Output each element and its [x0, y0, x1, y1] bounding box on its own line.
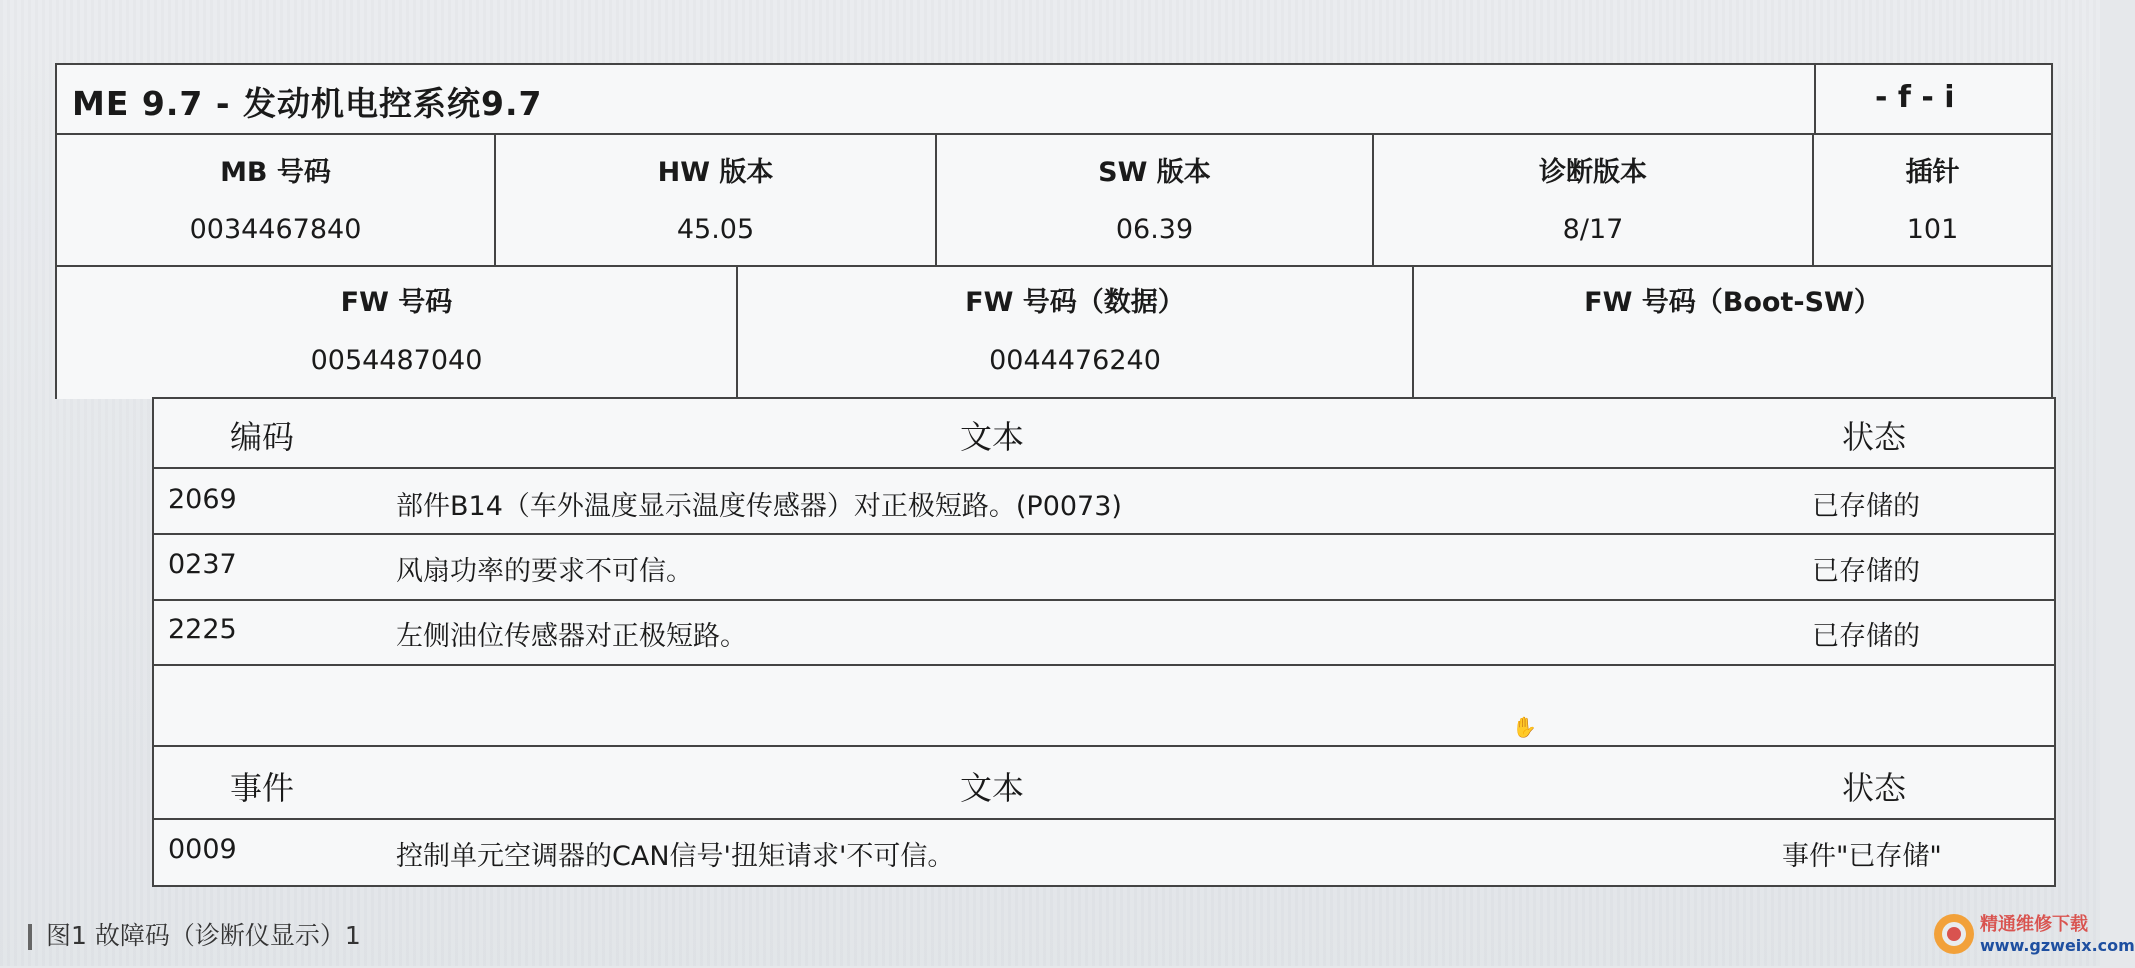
fault-col-text: 文本 — [960, 418, 1025, 456]
watermark-line2: www.gzweix.com — [1980, 936, 2135, 955]
fw-number-value: 0054487040 — [310, 345, 483, 376]
page-title: ME 9.7 - 发动机电控系统9.7 — [72, 84, 543, 123]
fault-code: 0237 — [168, 549, 237, 580]
fault-text: 风扇功率的要求不可信。 — [396, 556, 693, 587]
fault-status: 已存储的 — [1812, 621, 1920, 652]
mb-number-label: MB 号码 — [220, 157, 331, 188]
fault-text: 左侧油位传感器对正极短路。 — [396, 621, 747, 652]
mouse-cursor-icon: ✋ — [1512, 715, 1537, 739]
event-col-code: 事件 — [230, 769, 295, 807]
pin-label: 插针 — [1905, 157, 1960, 188]
fault-code: 2069 — [168, 484, 237, 515]
hw-version-label: HW 版本 — [657, 157, 774, 188]
event-status: 事件"已存储" — [1782, 841, 1942, 872]
watermark-logo — [1928, 904, 2135, 964]
fault-text: 部件B14（车外温度显示温度传感器）对正极短路。(P0073) — [396, 491, 1122, 522]
hw-version-value: 45.05 — [676, 214, 755, 245]
watermark-line1: 精通维修下载 — [1980, 914, 2088, 935]
event-code: 0009 — [168, 834, 237, 865]
fault-code: 2225 — [168, 614, 237, 645]
event-col-text: 文本 — [960, 769, 1025, 807]
fault-status: 已存储的 — [1812, 491, 1920, 522]
diag-version-value: 8/17 — [1562, 214, 1624, 245]
fault-col-code: 编码 — [230, 418, 295, 456]
event-col-status: 状态 — [1842, 769, 1907, 807]
fw-bootsw-label: FW 号码（Boot-SW） — [1584, 287, 1881, 318]
fault-status: 已存储的 — [1812, 556, 1920, 587]
event-text: 控制单元空调器的CAN信号'扭矩请求'不可信。 — [396, 841, 955, 872]
sw-version-label: SW 版本 — [1098, 157, 1211, 188]
fw-data-label: FW 号码（数据） — [965, 287, 1185, 318]
pin-value: 101 — [1906, 214, 1959, 245]
sw-version-value: 06.39 — [1115, 214, 1194, 245]
mb-number-value: 0034467840 — [189, 214, 362, 245]
fw-data-value: 0044476240 — [989, 345, 1161, 376]
header-right-label: - f - i — [1875, 80, 1955, 115]
diag-version-label: 诊断版本 — [1539, 157, 1647, 188]
caption-bar — [28, 924, 32, 950]
fault-col-status: 状态 — [1842, 418, 1907, 456]
figure-caption — [28, 916, 361, 952]
fw-number-label: FW 号码 — [340, 287, 453, 318]
caption-text: 图1 故障码（诊断仪显示）1 — [46, 921, 361, 950]
